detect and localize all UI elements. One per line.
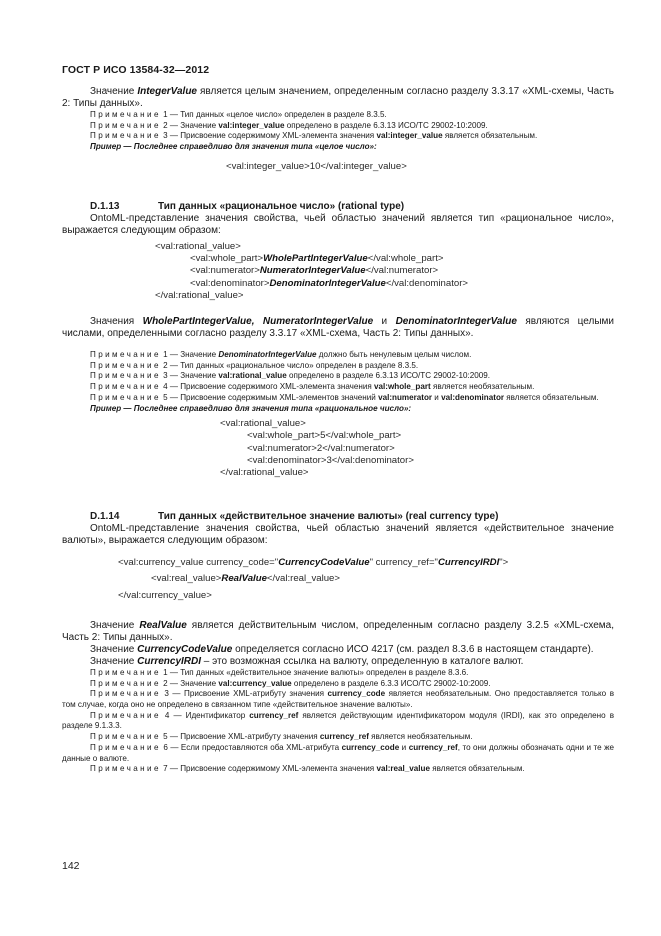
note-text: 6 — Если предоставляются оба XML-атрибута (160, 742, 342, 752)
section-heading-d113 (62, 201, 614, 213)
code-currency-open (62, 557, 614, 569)
note-text: 3 — Присвоение содержимому XML-элемента значения (160, 131, 377, 141)
code-ex-rational-open: <val:rational_value> (220, 418, 306, 430)
code-placeholder: RealValue (221, 573, 267, 585)
note-text: , то они должны обозначать одни и те же данные о валюте. (62, 742, 614, 763)
note-integer-2 (62, 121, 614, 132)
term-values: WholePartIntegerValue, NumeratorIntegerValue (142, 316, 374, 328)
section-heading-d114 (62, 511, 614, 523)
note-currency-3 (62, 689, 614, 710)
code-tag: <val:currency_value currency_code=" (118, 557, 279, 569)
section-number: D.1.13 (90, 201, 120, 213)
note-label: Примечание (90, 678, 161, 688)
integer-value-paragraph (62, 86, 614, 110)
page-number: 142 (62, 860, 80, 872)
note-label: Примечание (90, 710, 161, 720)
note-term: DenominatorIntegerValue (218, 350, 317, 360)
code-rational-numerator (62, 265, 614, 277)
note-text: является обязательным. (504, 392, 599, 402)
code-tag: </val:real_value> (266, 573, 340, 585)
note-text: является необязательным. (430, 382, 535, 392)
section-title: Тип данных «действительное значение валюты» (real currency type) (158, 511, 499, 523)
note-currency-6 (62, 743, 614, 764)
note-text: 2 — Значение (160, 678, 219, 688)
code-tag: </val:numerator> (365, 265, 439, 277)
note-text: 1 — Значение (160, 350, 219, 360)
section-number: D.1.14 (90, 511, 120, 523)
term-denominator: DenominatorIntegerValue (395, 316, 517, 328)
code-ex-rational-close: </val:rational_value> (220, 467, 309, 479)
note-text: 1 — Тип данных «действительное значение валюты» определен в разделе 8.3.6. (160, 667, 469, 677)
text-run: Значение (90, 619, 140, 631)
note-currency-4 (62, 711, 614, 732)
code-tag: <val:numerator> (190, 265, 260, 277)
note-label: Примечание (90, 392, 161, 402)
code-rational-denominator (62, 278, 614, 290)
code-tag: </val:denominator> (385, 277, 468, 289)
text-run: Значение (90, 643, 138, 655)
code-ex-denominator: <val:denominator>3</val:denominator> (247, 454, 414, 466)
note-term: val:real_value (376, 764, 430, 774)
note-term: val:numerator (378, 392, 433, 402)
note-label: Примечание (90, 742, 161, 752)
note-text: является обязательным. (442, 131, 538, 141)
code-rational-whole (62, 253, 614, 265)
note-text: должно быть ненулевым целым числом. (316, 350, 472, 360)
note-currency-2 (62, 679, 614, 690)
code-tag: "> (499, 557, 509, 569)
note-text: 3 — Значение (160, 371, 219, 381)
text-run: являются целыми числами, определенными согласно разделу 3.3.17 «XML-схема, Часть 2: Типы данных». (62, 316, 614, 340)
code-ex-numerator: <val:numerator>2</val:numerator> (247, 442, 395, 454)
note-text: 2 — Тип данных «рациональное число» определен в разделе 8.3.5. (160, 360, 419, 370)
text-run: Значение (90, 655, 138, 667)
note-text: 7 — Присвоение содержимому XML-элемента значения (160, 764, 377, 774)
note-text: и (399, 742, 409, 752)
text-run: Значения (90, 316, 143, 328)
currency-real-paragraph (62, 620, 614, 644)
currency-irdi-paragraph (62, 656, 614, 668)
running-header: ГОСТ Р ИСО 13584-32—2012 (62, 64, 210, 76)
note-integer-3 (62, 131, 614, 142)
text-run: – это возможная ссылка на валюту, определенную в каталоге валют. (201, 655, 524, 667)
term-real-value: RealValue (139, 619, 187, 631)
note-term: val:denominator (441, 392, 505, 402)
code-tag: <val:whole_part> (190, 253, 264, 265)
note-label: Примечание (90, 120, 161, 130)
note-term: val:currency_value (218, 678, 292, 688)
term-integer-value: IntegerValue (137, 86, 197, 97)
text-run: и (373, 316, 396, 328)
note-term: currency_ref (319, 732, 369, 742)
code-placeholder: NumeratorIntegerValue (259, 265, 366, 277)
note-label: Примечание (90, 667, 161, 677)
term-currency-code: CurrencyCodeValue (137, 643, 233, 655)
note-text: является необязательным. Оно предоставляется только в том случае, когда оно не определено в связанном типе «действительное значение валюты». (62, 689, 614, 709)
note-rational-5 (62, 393, 614, 404)
code-currency-close: </val:currency_value> (118, 589, 212, 601)
note-term: val:whole_part (374, 382, 431, 392)
note-currency-7 (62, 764, 614, 775)
code-placeholder: WholePartIntegerValue (263, 253, 368, 265)
note-rational-2 (62, 361, 614, 372)
note-text: 3 — Присвоение XML-атрибуту значения (160, 689, 328, 699)
rational-intro: OntoML-представление значения свойства, чьей областью значений является тип «рациональное число», выражается следующим образом: (62, 213, 614, 237)
note-label: Примечание (90, 371, 161, 381)
note-label: Примечание (90, 382, 161, 392)
note-label: Примечание (90, 360, 161, 370)
text-run: является целым значением, определенным согласно разделу 3.3.17 «XML-схемы, Часть 2: Типы данных». (62, 86, 614, 109)
note-label: Примечание (90, 764, 161, 774)
section-title: Тип данных «рациональное число» (rational type) (158, 201, 405, 213)
code-placeholder: CurrencyIRDI (437, 557, 500, 569)
currency-intro: OntoML-представление значения свойства, чьей областью значений является «действительное значение валюты», выражается следующим образом: (62, 523, 614, 547)
code-rational-open: <val:rational_value> (155, 241, 241, 253)
note-term: val:integer_value (218, 120, 285, 130)
note-text: 1 — Тип данных «целое число» определен в разделе 8.3.5. (160, 110, 387, 119)
example-integer-heading: Пример — Последнее справедливо для значения типа «целое число»: (90, 142, 377, 152)
note-term: val:rational_value (218, 371, 287, 381)
note-label: Примечание (90, 131, 161, 141)
note-text: определено в разделе 6.3.13 ИСО/ТС 29002-10:2009. (284, 120, 488, 130)
note-label: Примечание (90, 350, 161, 360)
note-text: 5 — Присвоение содержимым XML-элементов значений (160, 392, 379, 402)
note-term: currency_code (327, 689, 386, 699)
note-integer-1 (62, 110, 614, 121)
note-currency-1 (62, 668, 614, 679)
note-text: является действующим идентификатором модуля (IRDI), как это определено в разделе 9.1.3.3. (62, 710, 614, 731)
note-rational-4 (62, 382, 614, 393)
term-currency-irdi: CurrencyIRDI (137, 655, 202, 667)
currency-code-paragraph (62, 644, 614, 656)
page-content (62, 86, 614, 775)
note-term: currency_ref (249, 710, 299, 720)
note-label: Примечание (90, 689, 161, 699)
text-run: определяется согласно ИСО 4217 (см. раздел 8.3.6 в настоящем стандарте). (232, 643, 594, 655)
code-tag: <val:denominator> (190, 277, 270, 289)
code-tag: " currency_ref=" (369, 557, 438, 569)
note-rational-3 (62, 371, 614, 382)
code-ex-whole: <val:whole_part>5</val:whole_part> (247, 430, 402, 442)
code-tag: </val:whole_part> (367, 253, 444, 265)
rational-values-paragraph (62, 316, 614, 340)
note-label: Примечание (90, 110, 161, 119)
note-term: currency_ref (408, 742, 458, 752)
note-rational-1 (62, 350, 614, 361)
note-label: Примечание (90, 732, 161, 742)
code-tag: <val:real_value> (151, 573, 222, 585)
text-run: Значение (90, 86, 138, 97)
code-currency-real (62, 573, 614, 585)
code-placeholder: DenominatorIntegerValue (269, 277, 386, 289)
note-term: val:integer_value (376, 131, 443, 141)
note-text: является обязательным. (430, 764, 525, 774)
note-text: определено в разделе 6.3.13 ИСО/ТС 29002-10:2009. (286, 371, 491, 381)
note-text: 4 — Идентификатор (160, 710, 250, 720)
note-text: является необязательным. (368, 732, 473, 742)
note-text: определено в разделе 6.3.3 ИСО/ТС 29002-10:2009. (291, 678, 491, 688)
note-currency-5 (62, 732, 614, 743)
text-run: является действительным числом, определенным согласно разделу 3.2.5 «XML-схема, Часть 2: Типы данных». (62, 619, 615, 643)
code-integer-example: <val:integer_value>10</val:integer_value> (226, 160, 407, 172)
note-term: currency_code (341, 742, 400, 752)
note-text: 5 — Присвоение XML-атрибуту значения (160, 732, 320, 742)
note-text: 2 — Значение (160, 120, 219, 130)
note-text: 4 — Присвоение содержимого XML-элемента значения (160, 382, 375, 392)
example-rational-heading: Пример — Последнее справедливо для значения типа «рациональное число»: (90, 403, 412, 413)
note-text: и (432, 392, 442, 402)
code-rational-close: </val:rational_value> (155, 289, 244, 301)
code-placeholder: CurrencyCodeValue (278, 557, 370, 569)
